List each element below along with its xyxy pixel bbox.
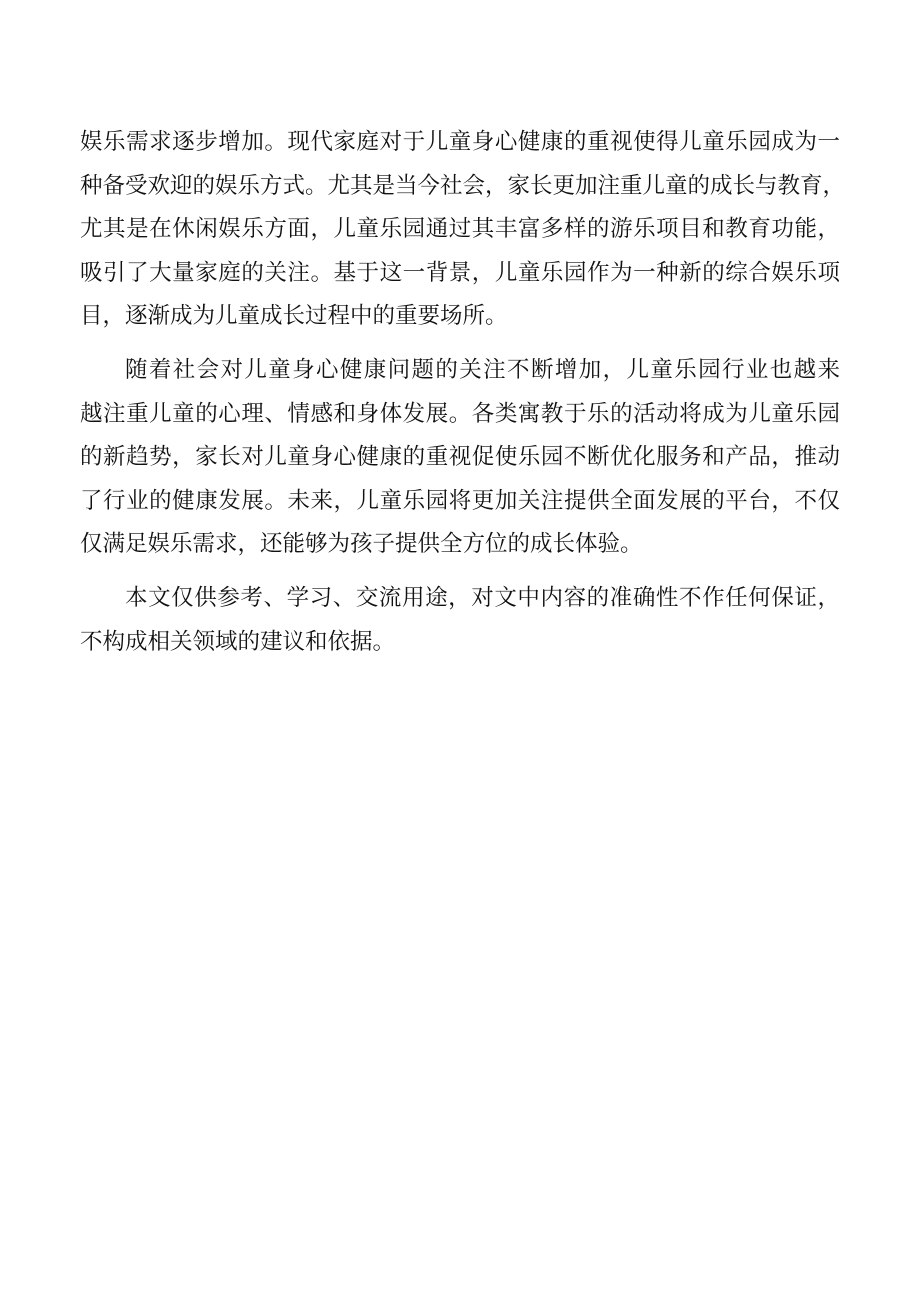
paragraph-1: [80, 121, 846, 339]
paragraph-line: 的新趋势，家长对儿童身心健康的重视促使乐园不断优化服务和产品，推动: [80, 444, 840, 470]
paragraph-line: 仅满足娱乐需求，还能够为孩子提供全方位的成长体验。: [80, 531, 643, 557]
paragraph-line: 种备受欢迎的娱乐方式。尤其是当今社会，家长更加注重儿童的成长与教育，: [80, 172, 846, 199]
document-body: [80, 121, 846, 664]
paragraph-line: 越注重儿童的心理、情感和身体发展。各类寓教于乐的活动将成为儿童乐园: [80, 400, 840, 427]
paragraph-line: 随着社会对儿童身心健康问题的关注不断增加，儿童乐园行业也越来: [125, 357, 840, 383]
paragraph-line: 尤其是在休闲娱乐方面，儿童乐园通过其丰富多样的游乐项目和教育功能，: [80, 216, 840, 242]
disclaimer-paragraph: [80, 577, 840, 664]
paragraph-line: 娱乐需求逐步增加。现代家庭对于儿童身心健康的重视使得儿童乐园成为一: [80, 129, 840, 155]
paragraph-2: [80, 349, 840, 567]
paragraph-line: 不构成相关领域的建议和依据。: [80, 628, 396, 655]
paragraph-line: 本文仅供参考、学习、交流用途，对文中内容的准确性不作任何保证，: [125, 585, 840, 611]
paragraph-line: 了行业的健康发展。未来，儿童乐园将更加关注提供全面发展的平台，不仅: [80, 487, 840, 514]
paragraph-line: 吸引了大量家庭的关注。基于这一背景，儿童乐园作为一种新的综合娱乐项: [80, 259, 840, 286]
paragraph-line: 目，逐渐成为儿童成长过程中的重要场所。: [80, 303, 508, 329]
